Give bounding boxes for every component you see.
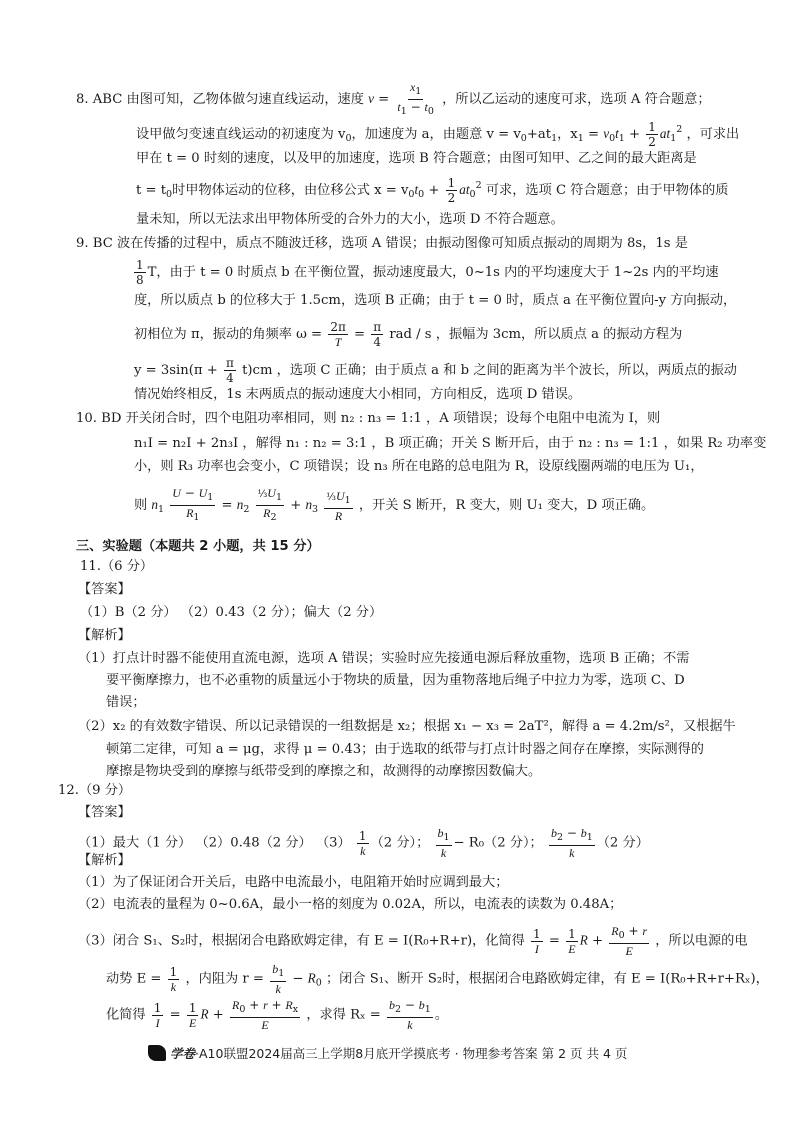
velocity-fraction: $\frac{x_1}{t_1 - t_0}$ [397, 80, 434, 117]
q10-line-1: 10. BD 开关闭合时，四个电阻功率相同，则 n₂ : n₃ = 1:1 ，A 项错误；设每个电阻中电流为 I，则 [76, 411, 661, 426]
q11-answer: （1）B（2 分） （2）0.43（2 分）；偏大（2 分） [80, 605, 383, 620]
q12-explain-label: 【解析】 [78, 853, 131, 868]
q12-answer: （1）最大（1 分） （2）0.48（2 分） （3） $\frac{1}{k}$ （2 分）； $\frac{b_1}{k}$ − R₀（2 分）； $\frac{b_2 - b_1}{k}$ （2 分） [78, 826, 649, 860]
q11-explain-1: （1）打点计时器不能使用直流电源，选项 A 错误；实验时应先接通电源后释放重物，选项 B 正确；不需 [78, 651, 690, 666]
brand-name: 学卷 [170, 1046, 196, 1061]
q11-explain-label: 【解析】 [78, 628, 131, 643]
q8-line-1: 8. ABC 由图可知，乙物体做匀速直线运动，速度 v = $\frac{x_1}{t_1 - t_0}$ ，所以乙运动的速度可求，选项 A 符合题意； [76, 80, 711, 117]
q11-explain-4: （2）x₂ 的有效数字错误、所以记录错误的一组数据是 x₂；根据 x₁ − x₃ = 2aT²，解得 a = 4.2m/s²，又根据牛 [78, 719, 736, 734]
q11-number: 11.（6 分） [80, 559, 154, 574]
q9-line-3: 度，所以质点 b 的位移大于 1.5cm，选项 B 正确；由于 t = 0 时，质点 a 在平衡位置向-y 方向振动， [134, 293, 737, 308]
q10-line-3: 小，则 R₃ 功率也会变小，C 项错误；设 n₃ 所在电路的总电阻为 R，设原线圈两端的电压为 U₁， [134, 459, 704, 474]
q8-line-3: 甲在 t = 0 时刻的速度，以及甲的加速度，选项 B 符合题意；由图可知甲、乙之间的最大距离是 [136, 151, 697, 166]
q12-explain-1: （1）为了保证闭合开关后，电路中电流最小，电阻箱开始时应调到最大； [78, 875, 509, 890]
q11-explain-3: 错误； [106, 695, 146, 710]
q12-explain-5: 化简得 $\frac{1}{I}$ = $\frac{1}{E}$ R + $\frac{R_0 + r + R_x}{E}$ ，求得 Rₓ = $\frac{b_2 - b_1}{k}$ 。 [106, 998, 449, 1032]
q9-line-1: 9. BC 波在传播的过程中，质点不随波迁移，选项 A 错误；由振动图像可知质点振动的周期为 8s，1s 是 [76, 236, 688, 251]
q8-line-4: $t = t_0$时甲物体运动的位移，由位移公式 $x = v_0t_0$ + $\frac{1}{2}$ $at_0^2$ 可求，选项 C 符合题意；由于甲物体的质 [136, 176, 729, 205]
q8-line-5: 量未知，所以无法求出甲物体所受的合外力的大小，选项 D 不符合题意。 [136, 212, 564, 227]
q12-explain-3: （3）闭合 S₁、S₂时，根据闭合电路欧姆定律，有 E = I(R₀+R+r)，化简得 $\frac{1}{I}$ = $\frac{1}{E}$ R + $\frac{R_0 + r}{E}$ ，所以电源的电 [78, 924, 748, 958]
brand-logo-icon [148, 1045, 166, 1061]
q11-explain-6: 摩擦是物块受到的摩擦与纸带受到的摩擦之和，故测得的动摩擦因数偏大。 [106, 764, 542, 779]
q12-answer-label: 【答案】 [78, 805, 131, 820]
q12-number: 12.（9 分） [58, 783, 132, 798]
q10-line-4: 则 $n_1$ $\frac{U - U_1}{R_1}$ = $n_2$ $\frac{\frac{1}{3}U_1}{R_2}$ + $n_3$ $\frac{\frac{1}{3}U_1}{R}$ ，开关 S 断开，R 变大，则 U₁ 变大，D 项正确。 [134, 486, 655, 523]
q12-explain-2: （2）电流表的量程为 0~0.6A，最小一格的刻度为 0.02A，所以，电流表的读数为 0.48A； [78, 897, 623, 912]
q9-line-2: $\frac{1}{8}$ T，由于 t = 0 时质点 b 在平衡位置，振动速度最大，0~1s 内的平均速度大于 1~2s 内的平均速 [136, 258, 719, 287]
q11-explain-2: 要平衡摩擦力，也不必重物的质量远小于物块的质量，因为重物落地后绳子中拉力为零，选项 C、D [106, 673, 685, 688]
footer-text: ·A10联盟2024届高三上学期8月底开学摸底考 · 物理参考答案 第 2 页 共 4 页 [195, 1046, 628, 1061]
section-3-title: 三、实验题（本题共 2 小题，共 15 分） [76, 539, 320, 554]
q11-answer-label: 【答案】 [78, 582, 131, 597]
q9-line-5: y = 3sin(π + $\frac{\pi}{4}$ t)cm ，选项 C 正确；由于质点 a 和 b 之间的距离为半个波长，所以，两质点的振动 [134, 356, 737, 385]
q12-explain-4: 动势 E = $\frac{1}{k}$ ，内阻为 r = $\frac{b_1}{k}$ − $R_0$ ；闭合 S₁、断开 S₂时，根据闭合电路欧姆定律，有 E = I(R₀+R+r+Rₓ)， [106, 962, 769, 996]
q8-line-2: 设甲做匀变速直线运动的初速度为 $v_0$，加速度为 a，由题意 $v = v_0+at_1$，$x_1 = v_0t_1$ + $\frac{1}{2}$ $at_1^2$ ，可求出 [136, 120, 740, 149]
q10-line-2: n₁I = n₂I + 2n₃I ，解得 n₁ : n₂ = 3:1 ，B 项正确；开关 S 断开后，由于 n₂ : n₃ = 1:1 ，如果 R₂ 功率变 [134, 436, 767, 451]
q9-line-4: 初相位为 π，振动的角频率 ω = $\frac{2\pi}{T}$ = $\frac{\pi}{4}$ rad / s ，振幅为 3cm，所以质点 a 的振动方程为 [134, 320, 683, 349]
page-footer [148, 1045, 627, 1063]
q11-explain-5: 顿第二定律，可知 a = μg，求得 μ = 0.43；由于选取的纸带与打点计时器之间存在摩擦，实际测得的 [106, 742, 704, 757]
q9-line-6: 情况始终相反，1s 末两质点的振动速度大小相同，方向相反，选项 D 错误。 [134, 387, 582, 402]
